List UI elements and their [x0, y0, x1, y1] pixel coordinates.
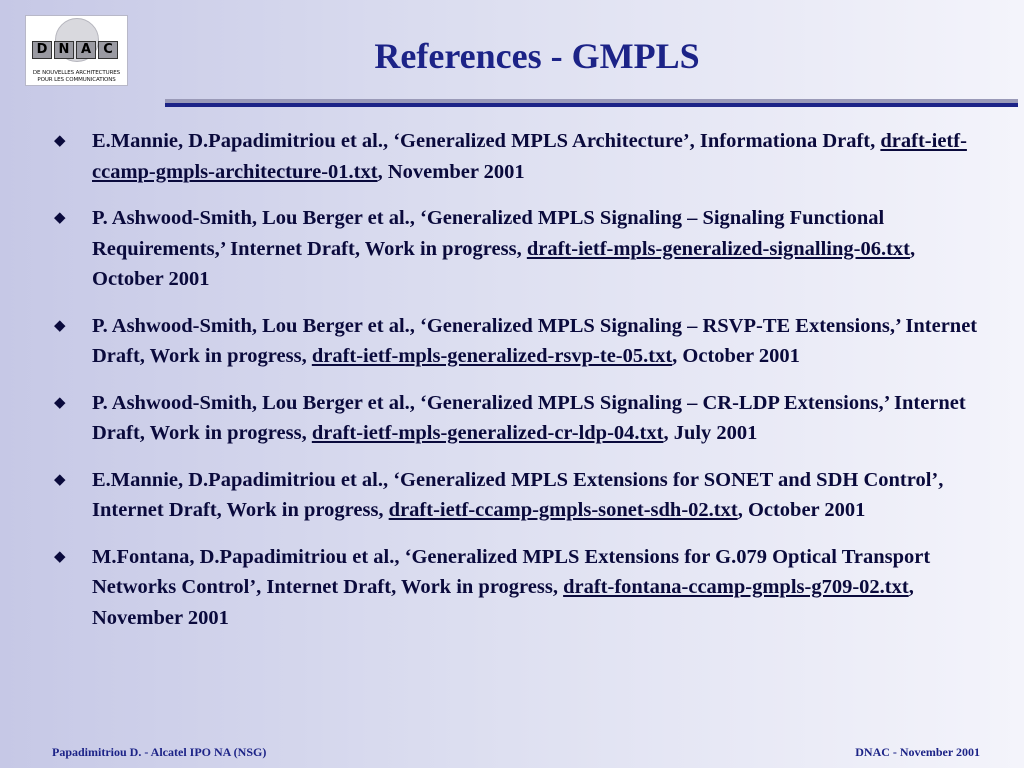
diamond-bullet-icon: ◆ — [54, 471, 66, 488]
reference-item — [52, 311, 982, 372]
logo-tagline-2: POUR LES COMMUNICATIONS — [37, 77, 116, 83]
reference-date: , November 2001 — [377, 160, 525, 183]
reference-list — [52, 126, 982, 649]
slide-title: References - GMPLS — [374, 36, 700, 76]
reference-date: , July 2001 — [663, 422, 758, 444]
reference-text: P. Ashwood-Smith, Lou Berger et al., ‘Generalized MPLS Signaling – Signaling Functional Requirements,’ Internet Draft, Work in progress, — [92, 207, 885, 260]
reference-item — [52, 388, 982, 449]
diamond-bullet-icon: ◆ — [54, 210, 66, 226]
reference-text: E.Mannie, D.Papadimitriou et al., ‘Generalized MPLS Extensions for SONET and SDH Control’, Internet Draft, Work in progress, — [92, 468, 944, 521]
reference-text: E.Mannie, D.Papadimitriou et al., ‘Generalized MPLS Architecture’, Informationa Draft, — [92, 130, 881, 152]
diamond-bullet-icon: ◆ — [54, 394, 66, 411]
reference-link[interactable]: draft-ietf-mpls-generalized-rsvp-te-05.txt — [311, 345, 673, 367]
logo-letter: N — [54, 41, 74, 59]
reference-link[interactable]: draft-ietf-mpls-generalized-cr-ldp-04.txt — [311, 422, 664, 444]
reference-link[interactable]: draft-ietf-mpls-generalized-signalling-06.txt — [526, 237, 911, 260]
reference-item — [52, 542, 982, 634]
reference-link[interactable]: draft-ietf-ccamp-gmpls-architecture-01.txt — [92, 130, 967, 183]
logo-letter: D — [32, 41, 52, 59]
reference-item — [52, 126, 982, 187]
reference-item — [52, 465, 982, 526]
footer-author: Papadimitriou D. - Alcatel IPO NA (NSG) — [52, 745, 267, 759]
reference-link[interactable]: draft-fontana-ccamp-gmpls-g709-02.txt — [563, 576, 909, 598]
reference-date: , November 2001 — [92, 576, 914, 629]
reference-date: , October 2001 — [737, 499, 866, 521]
diamond-bullet-icon: ◆ — [54, 133, 66, 149]
reference-link[interactable]: draft-ietf-ccamp-gmpls-sonet-sdh-02.txt — [388, 499, 738, 521]
divider-line — [165, 103, 1018, 107]
logo-letter: C — [98, 41, 118, 59]
reference-text: M.Fontana, D.Papadimitriou et al., ‘Generalized MPLS Extensions for G.079 Optical Transport Networks Control’, Internet Draft, Work in progress, — [92, 545, 931, 598]
reference-date: , October 2001 — [672, 345, 800, 367]
diamond-bullet-icon: ◆ — [54, 317, 66, 334]
logo-letter: A — [76, 41, 96, 59]
reference-text: P. Ashwood-Smith, Lou Berger et al., ‘Generalized MPLS Signaling – RSVP-TE Extensions,’ Internet Draft, Work in progress, — [92, 314, 978, 367]
footer-date: DNAC - November 2001 — [855, 745, 980, 759]
logo-tagline-1: DE NOUVELLES ARCHITECTURES — [32, 70, 121, 76]
reference-item — [52, 203, 982, 295]
reference-date: , October 2001 — [92, 237, 916, 290]
reference-text: P. Ashwood-Smith, Lou Berger et al., ‘Generalized MPLS Signaling – CR-LDP Extensions,’ Internet Draft, Work in progress, — [92, 391, 966, 444]
title-divider — [165, 99, 1018, 107]
diamond-bullet-icon: ◆ — [54, 548, 66, 565]
